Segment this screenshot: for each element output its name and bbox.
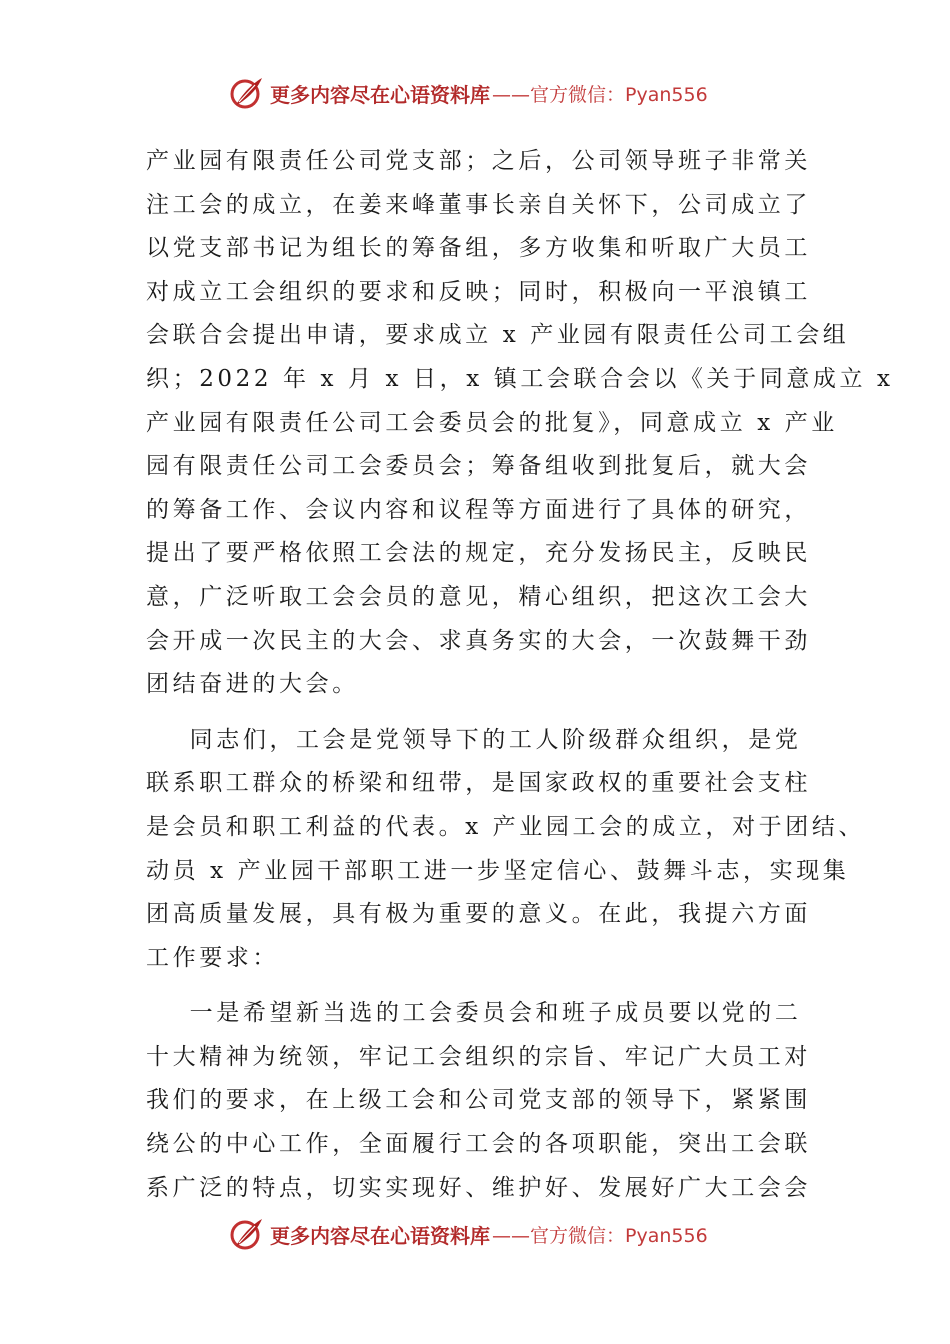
text-line: 对成立工会组织的要求和反映；同时，积极向一平浪镇工 (146, 278, 811, 305)
text-line: 绕公的中心工作，全面履行工会的各项职能，突出工会联 (146, 1131, 811, 1158)
text-line: 意，广泛听取工会会员的意见，精心组织，把这次工会大 (146, 583, 811, 610)
text-line: 以党支部书记为组长的筹备组，多方收集和听取广大员工 (146, 235, 811, 262)
text-line: 产业园有限责任公司工会委员会的批复》，同意成立 x 产业 (146, 409, 838, 436)
document-body (146, 140, 894, 1210)
text-line: 系广泛的特点，切实实现好、维护好、发展好广大工会会 (146, 1174, 811, 1201)
text-line: 团结奋进的大会。 (146, 671, 359, 698)
header-watermark (228, 73, 748, 113)
text-line: 注工会的成立，在姜来峰董事长亲自关怀下，公司成立了 (146, 191, 811, 218)
text-line: 的筹备工作、会议内容和议程等方面进行了具体的研究， (146, 496, 811, 523)
paragraph (146, 992, 810, 1210)
text-line: 团高质量发展，具有极为重要的意义。在此，我提六方面 (146, 901, 811, 928)
text-line: 提出了要严格依照工会法的规定，充分发扬民主，反映民 (146, 540, 811, 567)
text-line: 同志们，工会是党领导下的工人阶级群众组织，是党 (146, 726, 802, 753)
text-line: 园有限责任公司工会委员会；筹备组收到批复后，就大会 (146, 453, 811, 480)
text-line: 织；2022 年 x 月 x 日，x 镇工会联合会以《关于同意成立 x (146, 365, 894, 392)
paragraph (146, 140, 894, 707)
text-line: 会联合会提出申请，要求成立 x 产业园有限责任公司工会组 (146, 322, 850, 349)
quill-logo-icon (228, 75, 266, 111)
watermark-title: 更多内容尽在心语资料库 (270, 1223, 490, 1248)
text-line: 工作要求： (146, 944, 279, 971)
watermark-title: 更多内容尽在心语资料库 (270, 82, 490, 107)
footer-watermark (228, 1214, 748, 1254)
text-line: 产业园有限责任公司党支部；之后，公司领导班子非常关 (146, 148, 811, 174)
watermark-contact: ——官方微信：Pyan556 (492, 1224, 708, 1247)
text-line: 十大精神为统领，牢记工会组织的宗旨、牢记广大员工对 (146, 1043, 811, 1070)
text-line: 联系职工群众的桥梁和纽带，是国家政权的重要社会支柱 (146, 770, 811, 797)
text-line: 我们的要求，在上级工会和公司党支部的领导下，紧紧围 (146, 1087, 811, 1114)
paragraph-spacer (146, 707, 810, 719)
text-line: 一是希望新当选的工会委员会和班子成员要以党的二 (146, 1000, 802, 1027)
text-line: 是会员和职工利益的代表。x 产业园工会的成立，对于团结、 (146, 813, 866, 840)
text-line: 会开成一次民主的大会、求真务实的大会，一次鼓舞干劲 (146, 627, 811, 654)
watermark-contact: ——官方微信：Pyan556 (492, 83, 708, 106)
quill-logo-icon (228, 1216, 266, 1252)
paragraph-spacer (146, 980, 810, 992)
text-line: 动员 x 产业园干部职工进一步坚定信心、鼓舞斗志，实现集 (146, 857, 850, 884)
paragraph (146, 719, 866, 981)
